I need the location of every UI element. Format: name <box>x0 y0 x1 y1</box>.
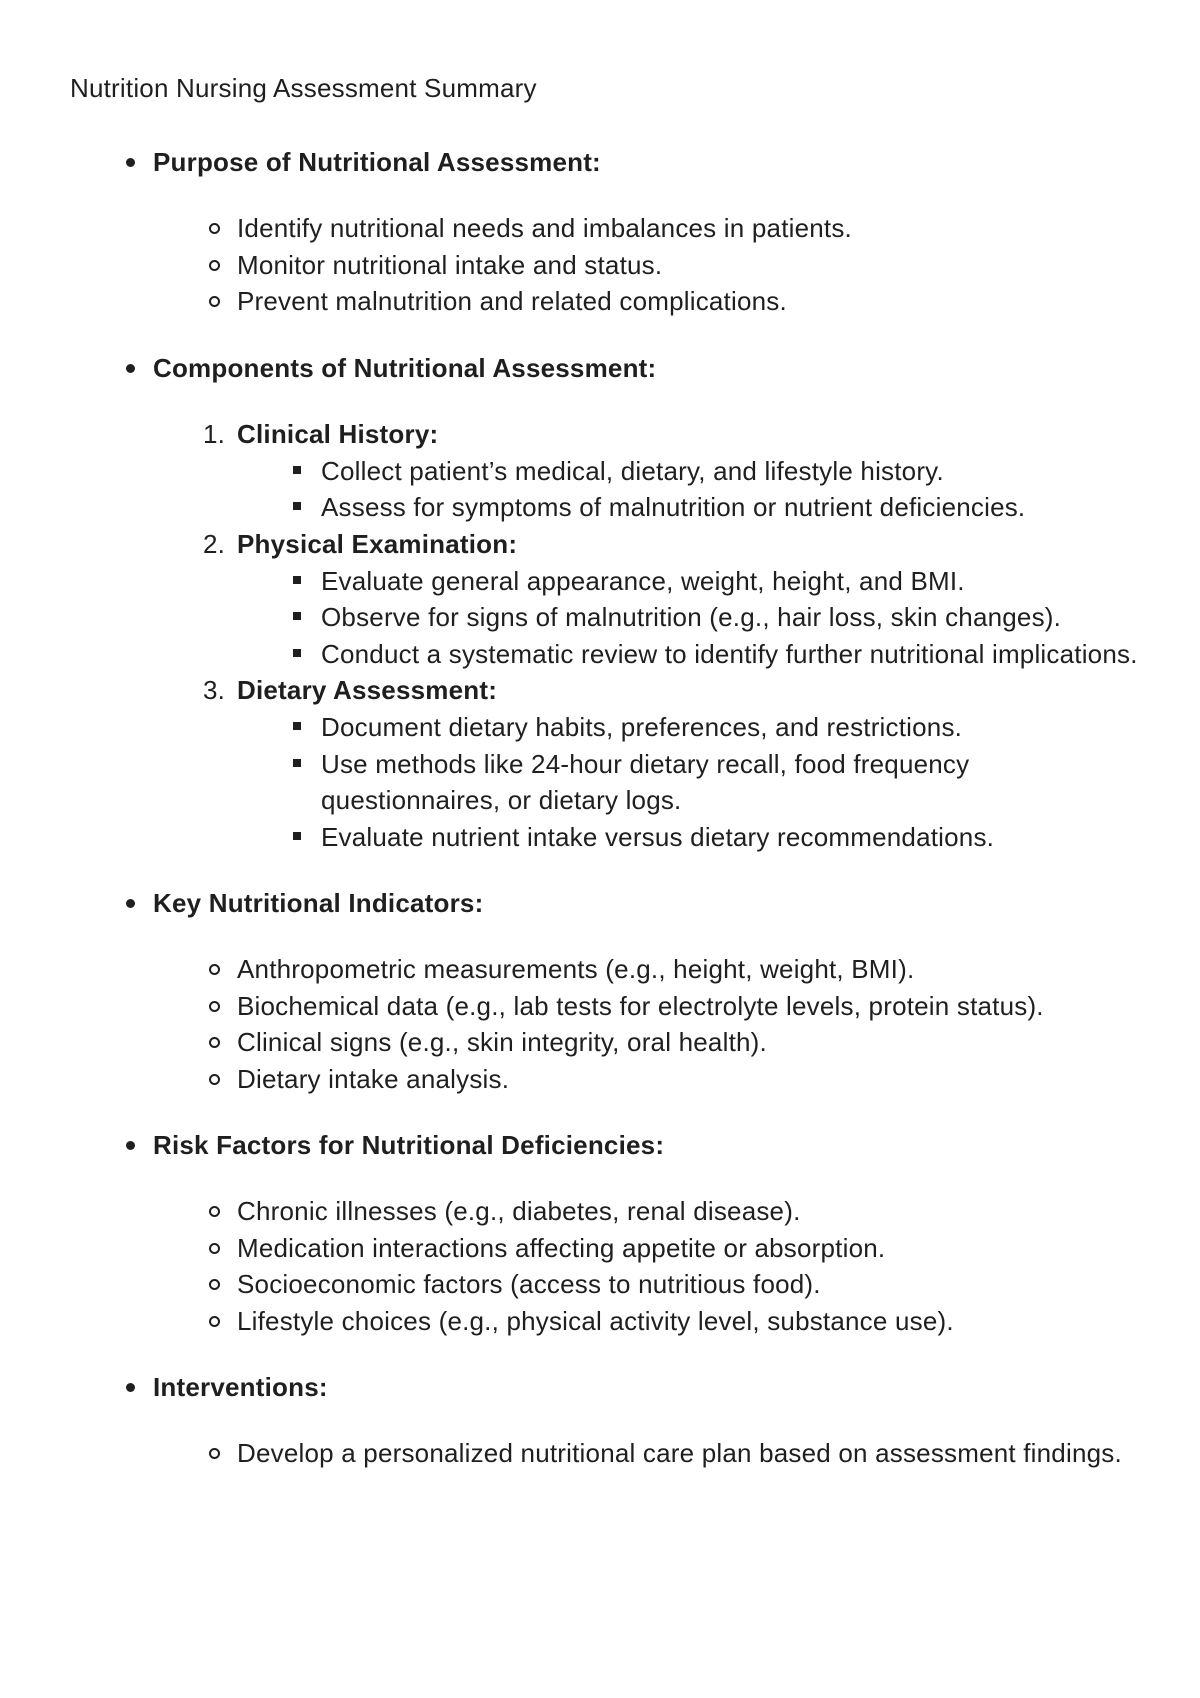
section-heading: Purpose of Nutritional Assessment: <box>153 144 1200 180</box>
section-heading: Risk Factors for Nutritional Deficiencies: <box>153 1127 1200 1163</box>
dietary-assessment-list <box>237 709 1200 855</box>
list-item: Prevent malnutrition and related complications. <box>237 283 1137 320</box>
list-item: Monitor nutritional intake and status. <box>237 247 1137 284</box>
list-item: Identify nutritional needs and imbalances in patients. <box>237 210 1137 247</box>
list-item: Evaluate nutrient intake versus dietary recommendations. <box>321 819 1141 856</box>
key-indicators-list <box>153 951 1200 1097</box>
section-risk-factors <box>0 1127 1200 1339</box>
component-title: Dietary Assessment: <box>237 675 498 705</box>
section-heading: Components of Nutritional Assessment: <box>153 350 1200 386</box>
component-title: Physical Examination: <box>237 528 518 559</box>
list-item: Document dietary habits, preferences, and restrictions. <box>321 709 1141 746</box>
list-item: Develop a personalized nutritional care plan based on assessment findings. <box>237 1435 1137 1472</box>
list-item: Assess for symptoms of malnutrition or nutrient deficiencies. <box>321 489 1141 526</box>
section-heading: Key Nutritional Indicators: <box>153 885 1200 921</box>
list-number: 3. <box>203 675 226 705</box>
list-item: Biochemical data (e.g., lab tests for electrolyte levels, protein status). <box>237 988 1137 1025</box>
list-item: Observe for signs of malnutrition (e.g., hair loss, skin changes). <box>321 599 1141 636</box>
list-item: Dietary intake analysis. <box>237 1061 1137 1098</box>
list-item: Collect patient’s medical, dietary, and lifestyle history. <box>321 453 1141 490</box>
list-item: Conduct a systematic review to identify further nutritional implications. <box>321 636 1141 673</box>
section-key-indicators <box>0 885 1200 1097</box>
document-title: Nutrition Nursing Assessment Summary <box>70 73 537 103</box>
component-clinical-history <box>203 416 1200 526</box>
list-item: Anthropometric measurements (e.g., height, weight, BMI). <box>237 951 1137 988</box>
clinical-history-list <box>237 453 1200 526</box>
component-dietary-assessment <box>203 672 1200 855</box>
list-item: Use methods like 24-hour dietary recall, food frequency questionnaires, or dietary logs. <box>321 746 1141 819</box>
list-item: Socioeconomic factors (access to nutritious food). <box>237 1266 1137 1303</box>
section-heading: Interventions: <box>153 1369 1200 1405</box>
section-interventions <box>0 1369 1200 1472</box>
interventions-list <box>153 1435 1200 1472</box>
section-list <box>0 144 1200 1472</box>
components-numbered-list <box>153 416 1200 856</box>
component-title: Clinical History: <box>237 418 439 449</box>
list-item: Evaluate general appearance, weight, height, and BMI. <box>321 563 1141 600</box>
list-item: Medication interactions affecting appetite or absorption. <box>237 1230 1137 1267</box>
list-item: Lifestyle choices (e.g., physical activity level, substance use). <box>237 1303 1137 1340</box>
section-components <box>0 350 1200 856</box>
section-purpose <box>0 144 1200 320</box>
list-item: Clinical signs (e.g., skin integrity, oral health). <box>237 1024 1137 1061</box>
purpose-list <box>153 210 1200 320</box>
risk-factors-list <box>153 1193 1200 1339</box>
list-item: Chronic illnesses (e.g., diabetes, renal disease). <box>237 1193 1137 1230</box>
list-number: 1. <box>203 418 226 449</box>
list-number: 2. <box>203 528 226 559</box>
component-physical-examination <box>203 526 1200 673</box>
physical-examination-list <box>237 563 1200 673</box>
